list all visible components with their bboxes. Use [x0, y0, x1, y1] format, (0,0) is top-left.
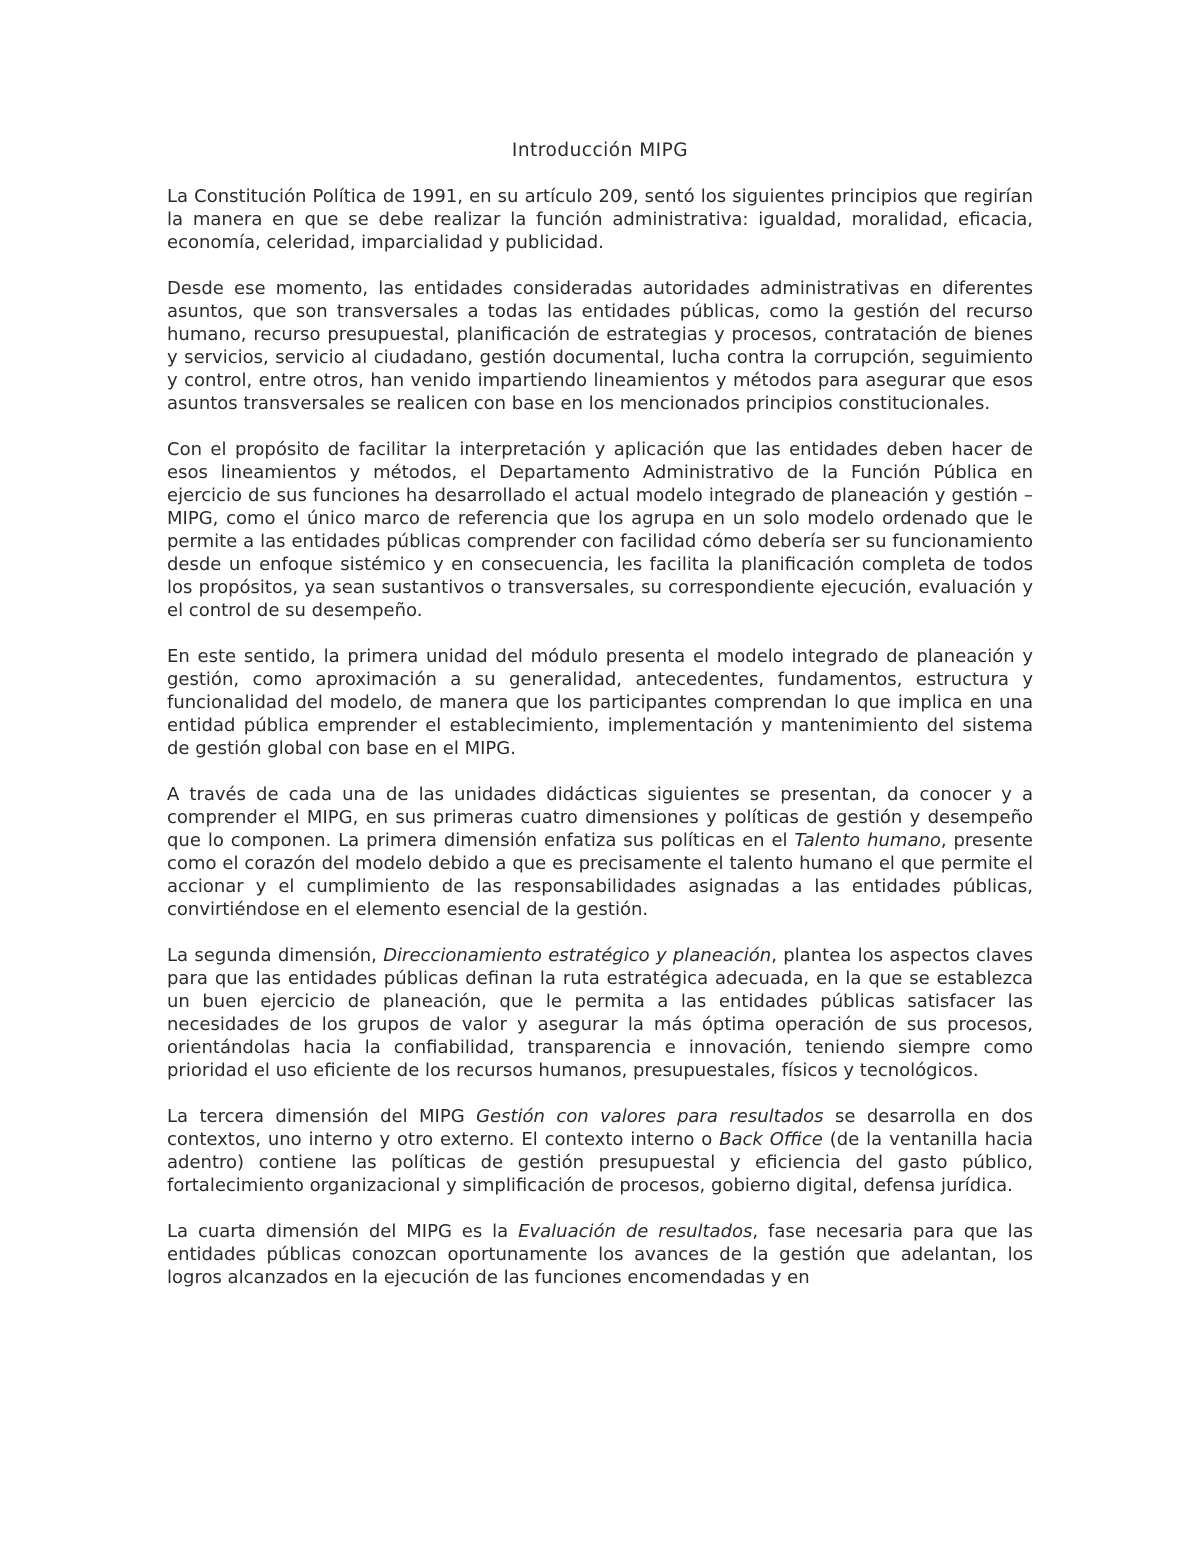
paragraph-text: Desde ese momento, las entidades consideradas autoridades administrativas en diferentes asuntos, que son transversales a todas las entidades públicas, como la gestión del recurso humano, recurso presupuestal, planificación de estrategias y procesos, contratación de bienes y servicios, servicio al ciudadano, gestión documental, lucha contra la corrupción, seguimiento y control, entre otros, han venido impartiendo lineamientos y métodos para asegurar que esos asuntos transversales se realicen con base en los mencionados principios constitucionales. — [167, 278, 1033, 414]
paragraph-text: En este sentido, la primera unidad del módulo presenta el modelo integrado de planeación y gestión, como aproximación a su generalidad, antecedentes, fundamentos, estructura y funcionalidad del modelo, de manera que los participantes comprendan lo que implica en una entidad pública emprender el establecimiento, implementación y mantenimiento del sistema de gestión global con base en el MIPG. — [167, 646, 1033, 759]
paragraph-text: , fase necesaria para que las entidades públicas conozcan oportunamente los avances de la gestión que adelantan, los logros alcanzados en la ejecución de las funciones encomendadas y en — [167, 1221, 1033, 1288]
paragraph-text: , presente como el corazón del modelo debido a que es precisamente el talento humano el que permite el accionar y el cumplimiento de las responsabilidades asignadas a las entidades públicas, convirtiéndose en el elemento esencial de la gestión. — [167, 830, 1033, 920]
emphasized-text: Talento humano — [794, 830, 941, 851]
emphasized-text: Evaluación de resultados — [518, 1221, 753, 1242]
body-paragraph — [167, 438, 1033, 622]
paragraph-text: A través de cada una de las unidades didácticas siguientes se presentan, da conocer y a comprender el MIPG, en sus primeras cuatro dimensiones y políticas de gestión y desempeño que lo componen. La primera dimensión enfatiza sus políticas en el — [167, 784, 1033, 851]
body-paragraph — [167, 277, 1033, 415]
body-paragraph — [167, 1105, 1033, 1197]
body-paragraph — [167, 185, 1033, 254]
paragraph-text: (de la ventanilla hacia adentro) contiene las políticas de gestión presupuestal y eficiencia del gasto público, fortalecimiento organizacional y simplificación de procesos, gobierno digital, defensa jurídica. — [167, 1129, 1033, 1196]
paragraph-list — [167, 185, 1033, 1289]
body-paragraph — [167, 944, 1033, 1082]
document-title: Introducción MIPG — [511, 140, 689, 161]
paragraph-text: La segunda dimensión, — [167, 945, 384, 966]
body-paragraph — [167, 645, 1033, 760]
body-paragraph — [167, 783, 1033, 921]
emphasized-text: Gestión con valores para resultados — [476, 1106, 824, 1127]
body-paragraph — [167, 1220, 1033, 1289]
emphasized-text: Back Office — [719, 1129, 823, 1150]
paragraph-text: se desarrolla en dos contextos, uno interno y otro externo. El contexto interno o — [167, 1106, 1034, 1150]
paragraph-text: La cuarta dimensión del MIPG es la — [167, 1221, 519, 1242]
paragraph-text: La Constitución Política de 1991, en su artículo 209, sentó los siguientes principios que regirían la manera en que se debe realizar la función administrativa: igualdad, moralidad, eficacia, economía, celeridad, imparcialidad y publicidad. — [167, 186, 1033, 253]
emphasized-text: Direccionamiento estratégico y planeación — [383, 945, 772, 966]
paragraph-text: La tercera dimensión del MIPG — [167, 1106, 477, 1127]
paragraph-text: , plantea los aspectos claves para que las entidades públicas definan la ruta estratégica adecuada, en la que se establezca un buen ejercicio de planeación, que le permita a las entidades públicas satisfacer las necesidades de los grupos de valor y asegurar la más óptima operación de sus procesos, orientándolas hacia la confiabilidad, transparencia e innovación, teniendo siempre como prioridad el uso eficiente de los recursos humanos, presupuestales, físicos y tecnológicos. — [167, 945, 1033, 1081]
paragraph-text: Con el propósito de facilitar la interpretación y aplicación que las entidades deben hacer de esos lineamientos y métodos, el Departamento Administrativo de la Función Pública en ejercicio de sus funciones ha desarrollado el actual modelo integrado de planeación y gestión – MIPG, como el único marco de referencia que los agrupa en un solo modelo ordenado que le permite a las entidades públicas comprender con facilidad cómo debería ser su funcionamiento desde un enfoque sistémico y en consecuencia, les facilita la planificación completa de todos los propósitos, ya sean sustantivos o transversales, su correspondiente ejecución, evaluación y el control de su desempeño. — [167, 439, 1033, 621]
document-body — [167, 133, 1033, 1312]
